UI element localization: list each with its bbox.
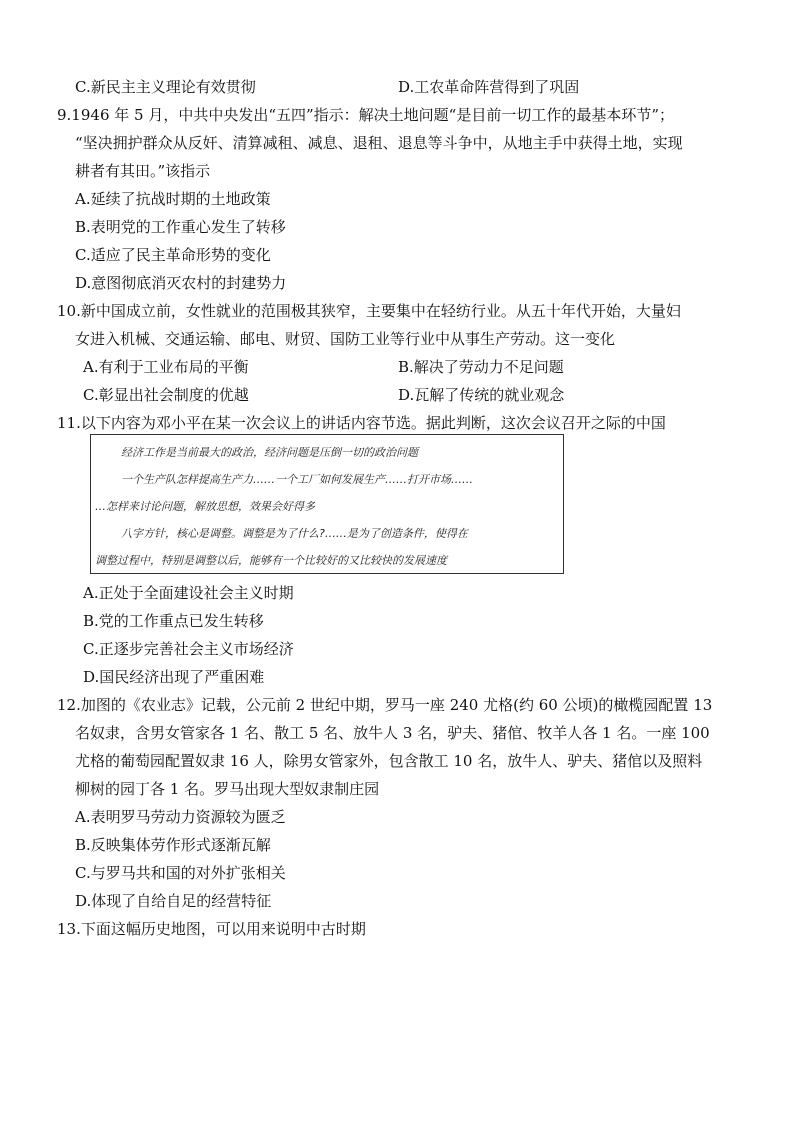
speech-line-1: 经济工作是当前最大的政治，经济问题是压倒一切的政治问题 <box>121 446 418 459</box>
q11-option-c: C.正逐步完善社会主义市场经济 <box>83 640 294 658</box>
q9-option-a: A.延续了抗战时期的土地政策 <box>75 190 271 208</box>
q10-option-d: D.瓦解了传统的就业观念 <box>398 386 565 404</box>
speech-line-4: 八字方针，核心是调整。调整是为了什么?……是为了创造条件，使得在 <box>121 527 468 540</box>
q9-option-b: B.表明党的工作重心发生了转移 <box>75 218 286 236</box>
q11-option-b: B.党的工作重点已发生转移 <box>83 612 264 630</box>
q12-stem-line-4: 柳树的园丁各 1 名。罗马出现大型奴隶制庄园 <box>75 780 380 798</box>
q12-stem-line-2: 名奴隶，含男女管家各 1 名、散工 5 名、放牛人 3 名，驴夫、猪倌、牧羊人各 1 名。一座 100 <box>75 724 710 742</box>
speech-line-3: …怎样来讨论问题，解放思想，效果会好得多 <box>95 500 315 513</box>
speech-excerpt-box <box>90 434 564 574</box>
q10-stem-line-1: 10.新中国成立前，女性就业的范围极其狭窄，主要集中在轻纺行业。从五十年代开始，大量妇 <box>57 302 681 320</box>
q12-option-d: D.体现了自给自足的经营特征 <box>75 892 272 910</box>
q8-option-d: D.工农革命阵营得到了巩固 <box>398 78 580 96</box>
q13-stem-line-1: 13.下面这幅历史地图，可以用来说明中古时期 <box>57 920 366 938</box>
q11-option-a: A.正处于全面建设社会主义时期 <box>83 584 294 602</box>
q12-stem-line-3: 尤格的葡萄园配置奴隶 16 人，除男女管家外，包含散工 10 名，放牛人、驴夫、猪倌以及照料 <box>75 752 703 770</box>
q10-option-a: A.有利于工业布局的平衡 <box>83 358 249 376</box>
q9-stem-line-2: “坚决拥护群众从反奸、清算减租、减息、退租、退息等斗争中，从地主手中获得土地，实现 <box>75 134 683 152</box>
q12-stem-line-1: 12.加图的《农业志》记载，公元前 2 世纪中期，罗马一座 240 尤格(约 60 公顷)的橄榄园配置 13 <box>57 696 713 714</box>
q9-option-c: C.适应了民主革命形势的变化 <box>75 246 271 264</box>
speech-line-2: 一个生产队怎样提高生产力……一个工厂如何发展生产……打开市场…… <box>121 473 473 486</box>
q10-stem-line-2: 女进入机械、交通运输、邮电、财贸、国防工业等行业中从事生产劳动。这一变化 <box>75 330 616 348</box>
q9-option-d: D.意图彻底消灭农村的封建势力 <box>75 274 287 292</box>
q12-option-a: A.表明罗马劳动力资源较为匮乏 <box>75 808 286 826</box>
q10-option-c: C.彰显出社会制度的优越 <box>83 386 249 404</box>
q12-option-b: B.反映集体劳作形式逐渐瓦解 <box>75 836 271 854</box>
q9-stem-line-3: 耕者有其田。”该指示 <box>75 162 211 180</box>
q9-stem-line-1: 9.1946 年 5 月，中共中央发出“五四”指示：解决土地问题“是目前一切工作的最基本环节”； <box>57 106 675 124</box>
speech-line-5: 调整过程中，特别是调整以后，能够有一个比较好的又比较快的发展速度 <box>95 554 447 567</box>
q8-option-c: C.新民主主义理论有效贯彻 <box>75 78 256 96</box>
q11-option-d: D.国民经济出现了严重困难 <box>83 668 265 686</box>
q12-option-c: C.与罗马共和国的对外扩张相关 <box>75 864 286 882</box>
q11-stem-line-1: 11.以下内容为邓小平在某一次会议上的讲话内容节选。据此判断，这次会议召开之际的中国 <box>57 414 666 432</box>
q10-option-b: B.解决了劳动力不足问题 <box>398 358 564 376</box>
